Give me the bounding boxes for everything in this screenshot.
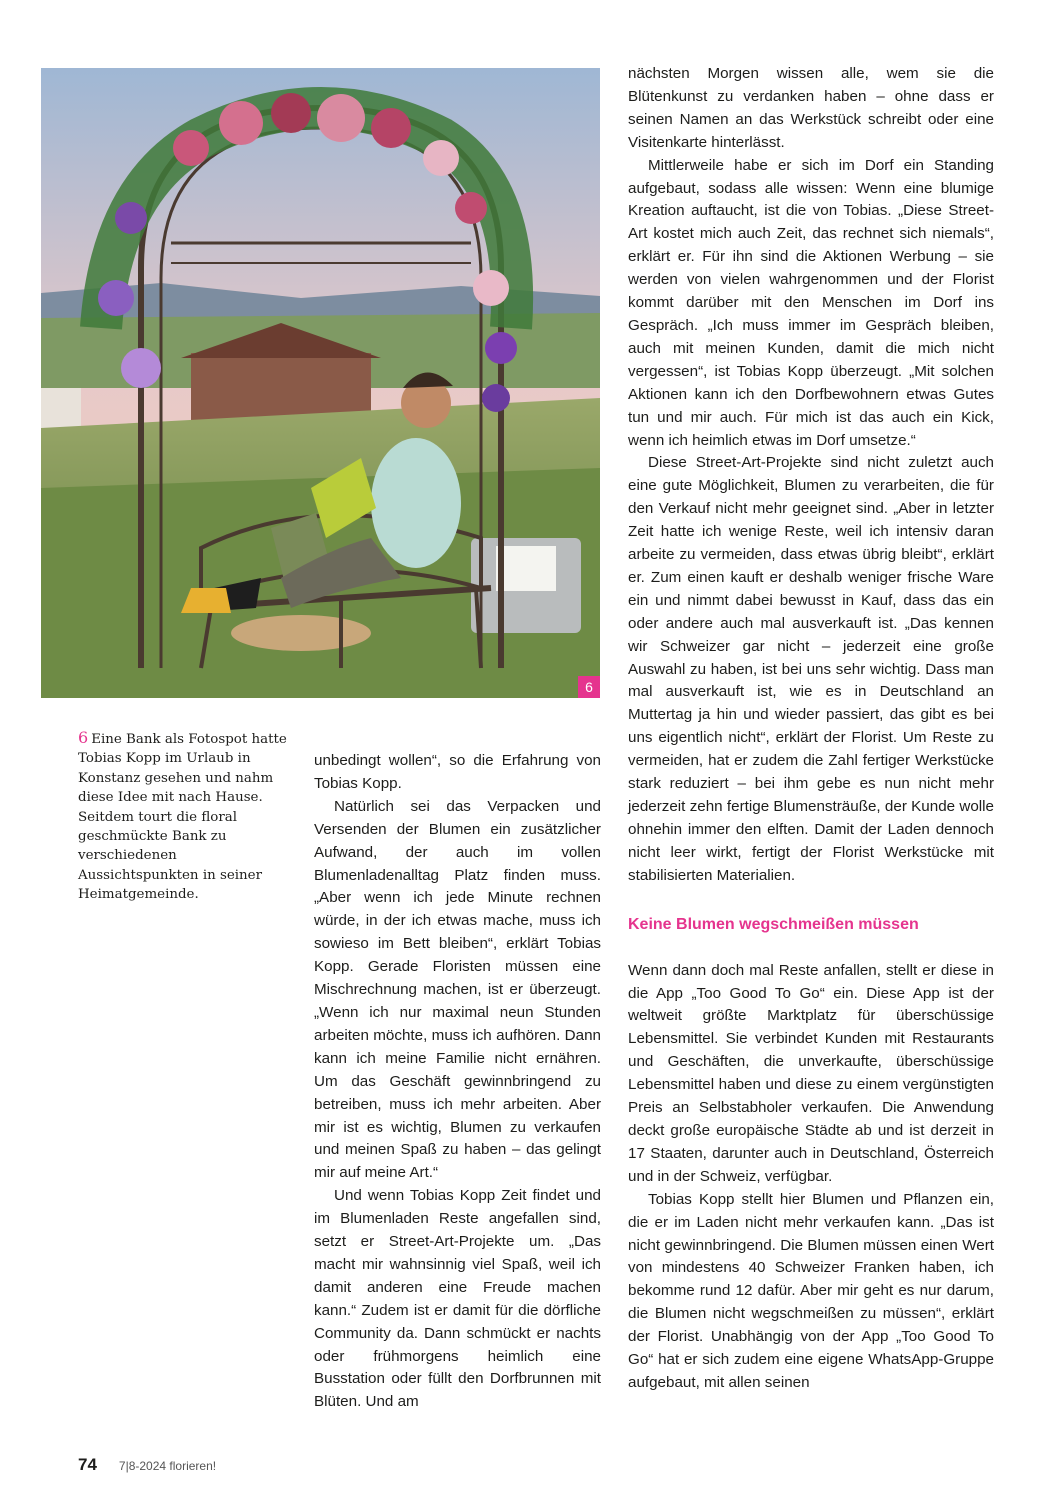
paragraph: Tobias Kopp stellt hier Blumen und Pflanzen ein, die er im Laden nicht mehr verkaufen kann. „Das ist nicht gewinnbringend. Die Blumen müssen einen Wert von mindestens 40 Schweizer Franken haben, ich bekomme rund 12 dafür. Aber mir geht es nur darum, die Blumen nicht wegschmeißen zu müssen“, erklärt der Florist. Unabhängig von der App „Too Good To Go“ hat er sich zudem eine eigene WhatsApp-Gruppe aufgebaut, mit allen seinen bbox=[628, 1190, 994, 1391]
caption-text: Eine Bank als Fotospot hatte Tobias Kopp im Urlaub in Konstanz gesehen und nahm diese Idee mit nach Hause. Seitdem tourt die floral geschmückte Bank zu verschiedenen Aussichtspunkten in seiner Heimatgemeinde. bbox=[78, 732, 287, 903]
page-number: 74 bbox=[78, 1455, 97, 1474]
page-footer bbox=[78, 1455, 216, 1475]
paragraph: Wenn dann doch mal Reste anfallen, stellt er diese in die App „Too Good To Go“ ein. Diese App ist der weltweit größte Marktplatz für überschüssige Lebensmittel. Sie verbindet Kunden mit Restaurants und Geschäften, die unverkaufte, überschüssige Lebensmittel haben und diese zu einem vergünstigten Preis an Selbstabholer verkaufen. Die Anwendung deckt große europäische Städte ab und ist derzeit in 17 Staaten, darunter auch in Deutschland, Österreich und in der Schweiz, verfügbar. bbox=[628, 961, 994, 1185]
caption-number: 6 bbox=[78, 728, 89, 747]
photo-caption bbox=[78, 728, 298, 905]
paragraph: Natürlich sei das Verpacken und Versenden der Blumen ein zusätzlicher Aufwand, der auch im vollen Blumenladenalltag Platz finden muss. „Aber wenn ich jede Minute rechnen würde, in der ich etwas mache, muss ich sowieso im Bett bleiben“, erklärt Tobias Kopp. Gerade Floristen müssen eine Mischrechnung machen, ist er überzeugt. „Wenn ich nur maximal neun Stunden arbeiten möchte, muss ich aufhören. Dann kann ich meine Familie nicht ernähren. Um das Geschäft gewinnbringend zu betreiben, muss ich mehr arbeiten. Aber mir ist es wichtig, Blumen zu verkaufen und meinen Spaß zu haben – das gelingt mir auf meine Art.“ bbox=[314, 797, 601, 1182]
article-photo bbox=[41, 68, 600, 698]
paragraph: Und wenn Tobias Kopp Zeit findet und im Blumenladen Reste angefallen sind, setzt er Street-Art-Projekte um. „Das macht mir wahnsinnig viel Spaß, weil ich damit anderen eine Freude machen kann.“ Zudem ist er damit für die dörfliche Community da. Dann schmückt er nachts oder frühmorgens heimlich eine Busstation oder füllt den Dorfbrunnen mit Blüten. Und am bbox=[314, 1187, 601, 1411]
column-right bbox=[628, 63, 994, 1395]
column-middle bbox=[314, 750, 601, 1414]
paragraph: nächsten Morgen wissen alle, wem sie die Blütenkunst zu verdanken haben – ohne dass er seinen Namen an das Werkstück schreibt oder eine Visitenkarte hinterlässt. bbox=[628, 65, 994, 151]
issue-label: 7|8-2024 bbox=[118, 1459, 167, 1473]
paragraph: Mittlerweile habe er sich im Dorf ein Standing aufgebaut, sodass alle wissen: Wenn eine blumige Kreation auftaucht, ist die von Tobias. „Diese Street-Art kostet mich auch Zeit, das rechnet sich niemals“, erklärt er. Für ihn sind die Aktionen Werbung – sie werden von vielen wahrgenommen und der Florist kommt darüber mit den Menschen im Dorf ins Gespräch. „Ich muss immer im Gespräch bleiben, auch mit meinen Kunden, damit die mich nicht vergessen“, ist Tobias Kopp überzeugt. „Mit solchen Aktionen kann ich den Dorfbewohnern etwas Gutes tun und mir auch. Für mich ist das auch ein Kick, wenn ich heimlich etwas im Dorf umsetze.“ bbox=[628, 156, 994, 449]
paragraph: unbedingt wollen“, so die Erfahrung von Tobias Kopp. bbox=[314, 752, 601, 792]
photo-number-badge: 6 bbox=[578, 676, 600, 698]
paragraph: Diese Street-Art-Projekte sind nicht zuletzt auch eine gute Möglichkeit, Blumen zu verarbeiten, die für den Verkauf nicht mehr geeignet sind. „Aber in letzter Zeit hatte ich wenige Reste, weil ich intensiv daran arbeite zu vermeiden, dass etwas übrig bleibt“, erklärt er. Zum einen kauft er deshalb weniger frische Ware ein und nimmt dabei bewusst in Kauf, dass das ein oder andere auch mal ausverkauft ist. „Das kennen wir Schweizer gar nicht – jederzeit eine große Auswahl zu haben, ist bei uns sehr wichtig. Dass man mal ausverkauft ist, wie es in Deutschland an Muttertag ja hin und wieder passiert, das gibt es bei uns eigentlich nicht“, erklärt der Florist. Um Reste zu vermeiden, hat er zudem die Zahl fertiger Werkstücke stark reduziert – bei ihm gebe es nun nicht mehr jederzeit zehn fertige Blumensträuße, der Kunde wolle ohnehin immer den elften. Damit der Laden dennoch nicht leer wirkt, fertigt der Florist Werkstücke mit stabilisierten Materialien. bbox=[628, 454, 994, 884]
magazine-name: florieren! bbox=[169, 1459, 217, 1473]
photo-illustration bbox=[41, 68, 600, 698]
section-subheading: Keine Blumen wegschmeißen müssen bbox=[628, 915, 919, 933]
